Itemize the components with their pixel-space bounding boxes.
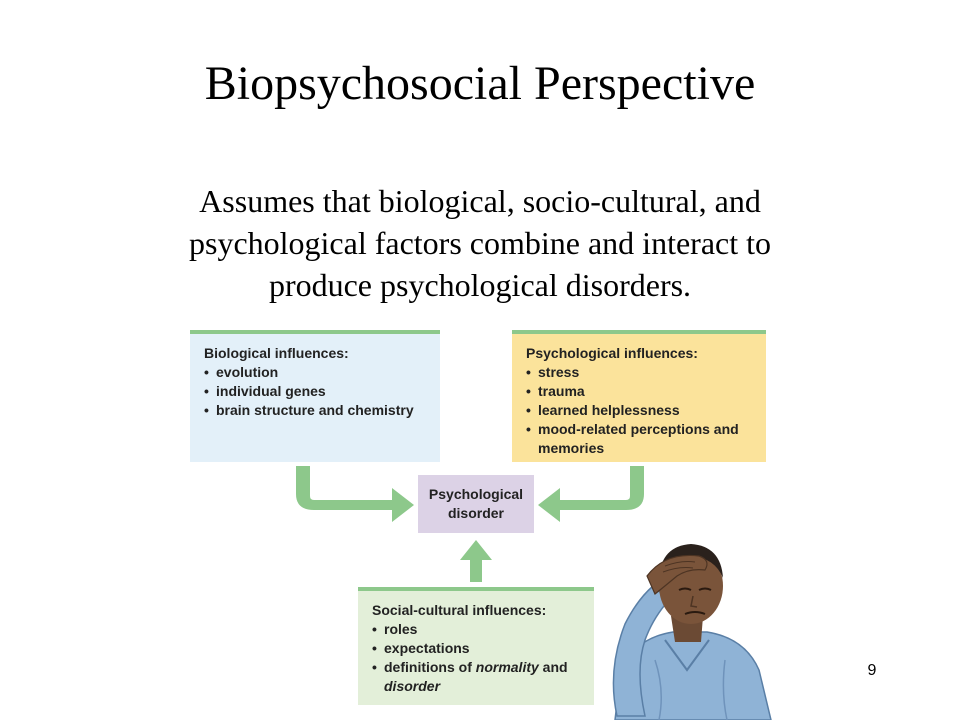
social-item [372, 658, 582, 696]
biological-item: • individual genes [204, 382, 428, 401]
subtitle-line-1: Assumes that biological, socio-cultural, and [199, 183, 761, 219]
biological-influences-box [190, 330, 440, 462]
social-item-text: definitions of [384, 659, 476, 675]
social-cultural-influences-box [358, 587, 594, 705]
distressed-man-illustration [595, 520, 775, 720]
psychological-item: • stress [526, 363, 754, 382]
slide-title: Biopsychosocial Perspective [204, 57, 756, 110]
psychological-disorder-box [418, 475, 534, 533]
biological-heading: Biological influences: [204, 345, 349, 361]
disorder-line-2: disorder [447, 505, 504, 521]
arrow-psychological [538, 466, 644, 522]
subtitle-line-3: produce psychological disorders. [268, 267, 692, 303]
psychological-item: • learned helplessness [526, 401, 754, 420]
subtitle-line-2: psychological factors combine and interact to [188, 225, 771, 261]
social-item-italic: disorder [384, 678, 441, 694]
disorder-line-1: Psychological [428, 486, 524, 502]
biological-item: • brain structure and chemistry [204, 401, 428, 420]
biological-item: • evolution [204, 363, 428, 382]
psychological-item: • trauma [526, 382, 754, 401]
social-heading: Social-cultural influences: [372, 602, 547, 618]
psychological-item [526, 420, 754, 458]
page-number: 9 [867, 662, 877, 679]
psychological-item-line: mood-related perceptions and [538, 421, 739, 437]
social-item-italic: normality [475, 659, 539, 675]
social-item-text: and [538, 659, 568, 675]
psychological-item-line: memories [538, 440, 605, 456]
arrow-biological [296, 466, 414, 522]
arrow-social [460, 540, 492, 582]
social-item: • expectations [372, 639, 582, 658]
social-item: • roles [372, 620, 582, 639]
psychological-influences-box [512, 330, 766, 462]
psychological-heading: Psychological influences: [526, 345, 698, 361]
